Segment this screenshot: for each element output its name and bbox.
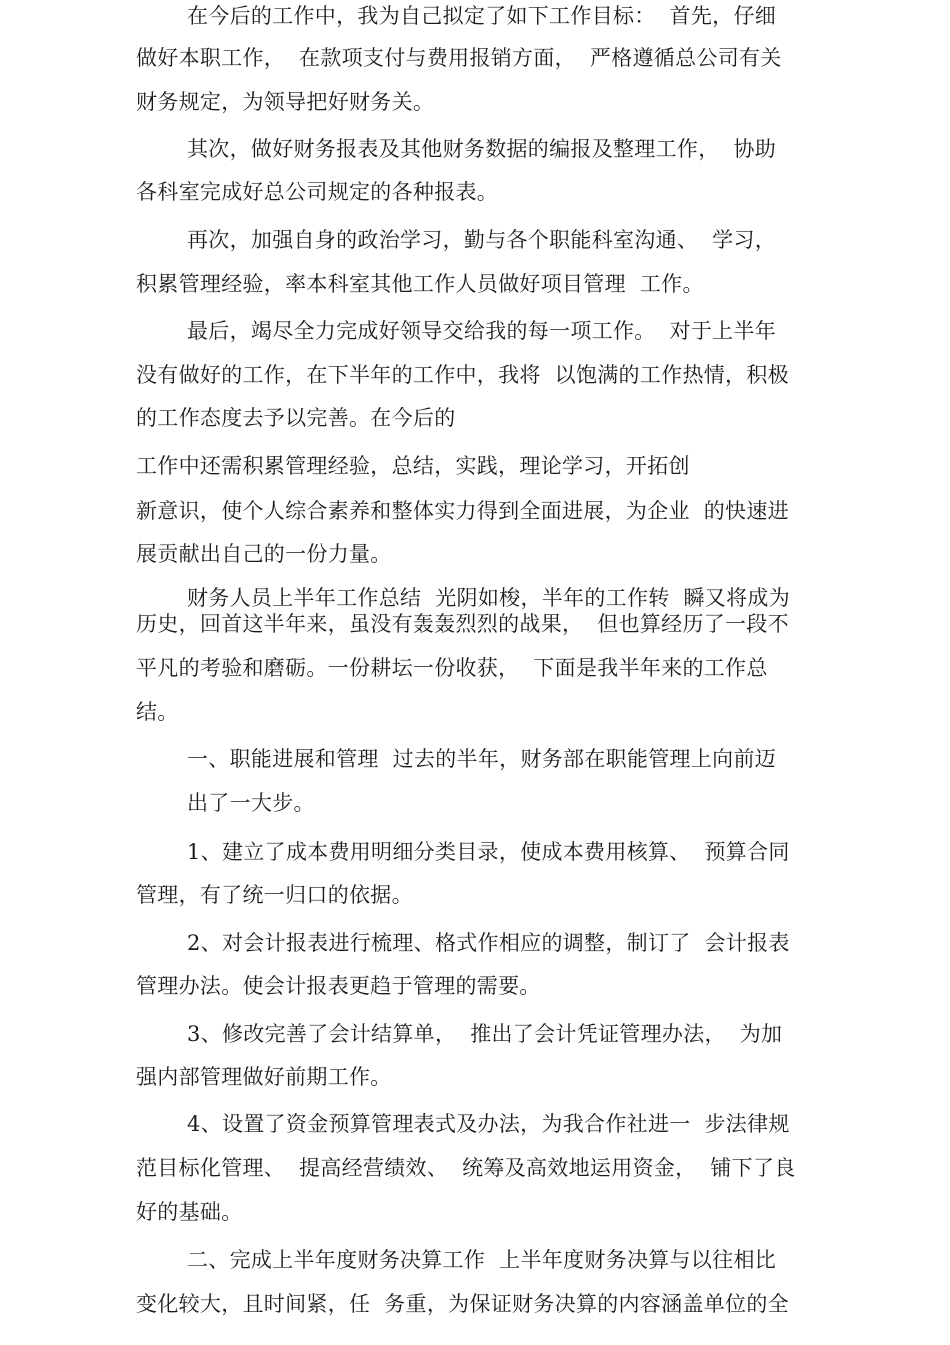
text-line: 二、完成上半年度财务决算工作 上半年度财务决算与以往相比 [187,1248,777,1272]
text-line: 在今后的工作中，我为自己拟定了如下工作目标： 首先，仔细 [187,4,777,28]
text-line: 新意识，使个人综合素养和整体实力得到全面进展，为企业 的快速进 [136,499,789,523]
text-line: 强内部管理做好前期工作。 [136,1065,392,1089]
text-line: 其次，做好财务报表及其他财务数据的编报及整理工作， 协助 [187,137,777,161]
text-line: 一、职能进展和管理 过去的半年，财务部在职能管理上向前迈 [187,747,777,771]
text-line: 展贡献出自己的一份力量。 [136,542,392,566]
text-line: 范目标化管理、 提高经营绩效、 统筹及高效地运用资金， 铺下了良 [136,1156,796,1180]
text-line: 财务规定，为领导把好财务关。 [136,90,435,114]
text-line: 各科室完成好总公司规定的各种报表。 [136,180,499,204]
text-line: 管理，有了统一归口的依据。 [136,883,413,907]
text-line: 结。 [136,700,179,724]
text-line: 1、建立了成本费用明细分类目录，使成本费用核算、 预算合同 [187,840,790,864]
text-line: 管理办法。使会计报表更趋于管理的需要。 [136,974,541,998]
text-line: 4、设置了资金预算管理表式及办法，为我合作社进一 步法律规 [187,1112,790,1136]
text-line: 出了一大步。 [187,791,315,815]
text-line: 最后，竭尽全力完成好领导交给我的每一项工作。 对于上半年 [187,319,777,343]
text-line: 积累管理经验，率本科室其他工作人员做好项目管理 工作。 [136,272,704,296]
text-line: 做好本职工作， 在款项支付与费用报销方面， 严格遵循总公司有关 [136,46,782,70]
text-line: 的工作态度去予以完善。在今后的 [136,406,456,430]
text-line: 变化较大，且时间紧，任 务重，为保证财务决算的内容涵盖单位的全 [136,1292,789,1316]
text-line: 2、对会计报表进行梳理、格式作相应的调整，制订了 会计报表 [187,931,790,955]
text-line: 平凡的考验和磨砺。一份耕坛一份收获， 下面是我半年来的工作总 [136,656,768,680]
text-line: 好的基础。 [136,1200,243,1224]
text-line: 历史，回首这半年来，虽没有轰轰烈烈的战果， 但也算经历了一段不 [136,612,789,636]
text-line: 工作中还需积累管理经验，总结，实践，理论学习，开拓创 [136,454,690,478]
text-line: 没有做好的工作，在下半年的工作中，我将 以饱满的工作热情，积极 [136,363,789,387]
text-line: 3、修改完善了会计结算单， 推出了会计凭证管理办法， 为加 [187,1022,783,1046]
text-line: 财务人员上半年工作总结 光阴如梭，半年的工作转 瞬又将成为 [187,586,790,610]
text-line: 再次，加强自身的政治学习，勤与各个职能科室沟通、 学习， [187,228,777,252]
